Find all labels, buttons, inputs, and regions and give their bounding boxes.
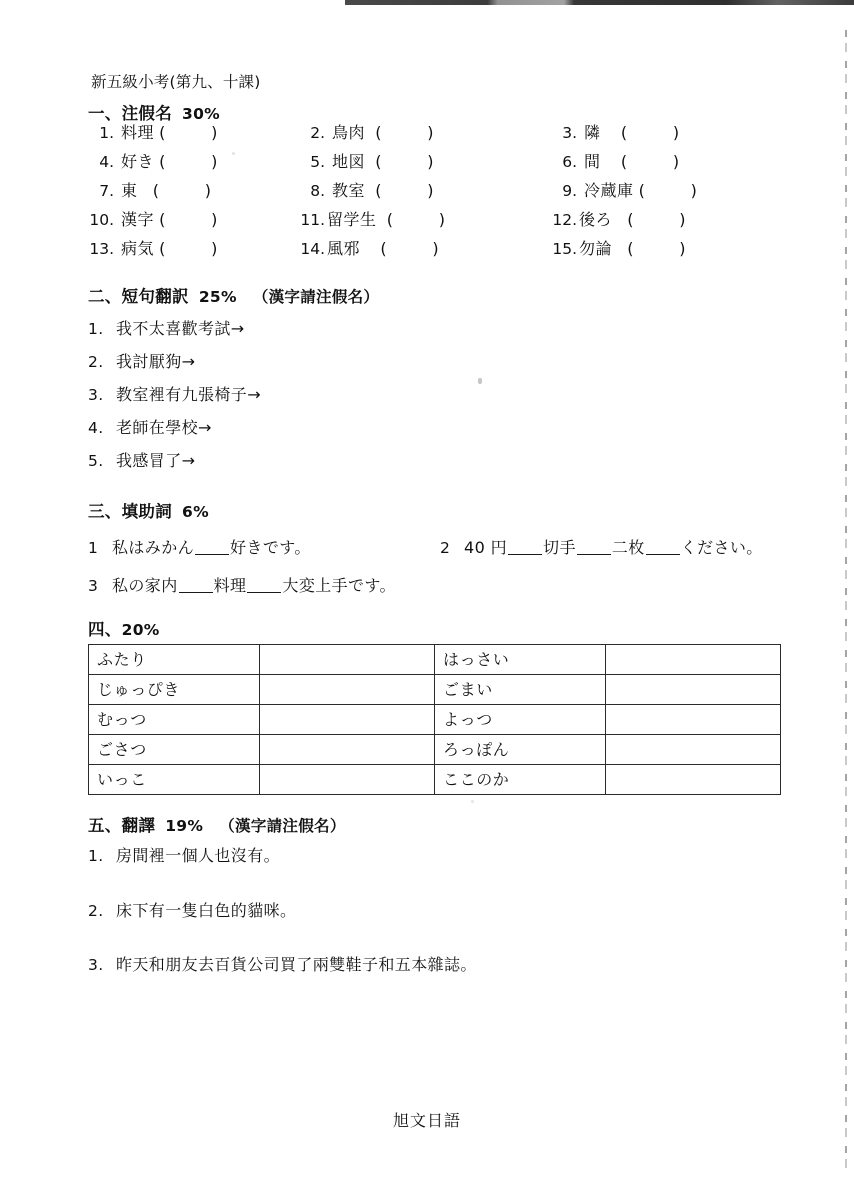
table-cell-answer[interactable]	[260, 735, 435, 765]
section-5-item[interactable]	[88, 898, 296, 921]
item-number: 2	[440, 539, 451, 557]
item-text-part: 私はみかん	[112, 538, 195, 557]
item-word: 間	[584, 152, 601, 171]
section-2-note: （漢字請注假名）	[252, 288, 380, 306]
table-cell-answer[interactable]	[260, 705, 435, 735]
section-2-item[interactable]	[88, 316, 245, 339]
item-text: 老師在學校→	[116, 418, 212, 437]
item-number: 3	[88, 577, 99, 595]
item-text-part: 大変上手です。	[282, 576, 396, 595]
table-row	[89, 705, 781, 735]
section-5-item[interactable]	[88, 952, 477, 975]
section-2-heading	[88, 283, 379, 307]
section-1-item	[551, 149, 679, 172]
item-word: 鳥肉	[332, 123, 366, 142]
item-word: 料理	[121, 123, 155, 142]
page-footer: 旭文日語	[392, 1111, 461, 1130]
item-text-part: 料理	[213, 576, 247, 595]
section-5-item[interactable]	[88, 843, 280, 866]
item-text-part: 好きです。	[230, 538, 311, 557]
item-number: 4.	[88, 419, 104, 437]
scan-speck-artifact	[471, 800, 474, 803]
item-word: 地図	[332, 152, 366, 171]
table-cell-word: ろっぽん	[435, 735, 606, 765]
scan-speck-artifact	[478, 378, 482, 384]
item-text: 教室裡有九張椅子→	[116, 385, 262, 404]
item-text: 我討厭狗→	[116, 352, 196, 371]
item-word: 病気	[121, 239, 155, 258]
item-word: 留学生	[327, 210, 377, 229]
table-row	[89, 675, 781, 705]
section-5-heading-text: 五、翻譯	[88, 816, 156, 835]
table-cell-word: はっさい	[435, 645, 606, 675]
item-word: 後ろ	[579, 210, 613, 229]
item-number: 1.	[88, 320, 104, 338]
table-cell-answer[interactable]	[260, 675, 435, 705]
item-text-part: 私の家内	[112, 576, 178, 595]
answer-blank-underline[interactable]	[508, 554, 542, 555]
item-word: 漢字	[121, 210, 155, 229]
section-1-item	[551, 236, 686, 259]
item-text-part: 切手	[543, 538, 576, 557]
item-number: 1.	[99, 124, 114, 142]
item-text: 我不太喜歡考試→	[116, 319, 245, 338]
item-text-part: ください。	[680, 538, 763, 557]
item-number: 1	[88, 539, 99, 557]
item-number: 15.	[552, 240, 577, 258]
answer-blank-parenthesis[interactable]: ( )	[600, 152, 680, 171]
answer-blank-parenthesis[interactable]: ( )	[376, 210, 445, 229]
section-3-heading-text: 三、填助詞	[88, 502, 172, 521]
item-word: 風邪	[327, 239, 361, 258]
table-cell-word: ここのか	[435, 765, 606, 795]
section-1-item	[88, 236, 217, 259]
answer-blank-parenthesis[interactable]: ( )	[600, 123, 680, 142]
table-cell-answer[interactable]	[260, 645, 435, 675]
section-2-percent: 25%	[198, 288, 237, 306]
item-text: 我感冒了→	[116, 451, 196, 470]
table-row	[89, 645, 781, 675]
item-word: 冷蔵庫	[584, 181, 634, 200]
table-cell-answer[interactable]	[606, 735, 781, 765]
section-1-row	[0, 236, 854, 265]
section-1-heading-text: 一、注假名	[88, 104, 172, 123]
table-cell-word: ふたり	[89, 645, 260, 675]
answer-blank-parenthesis[interactable]: ( )	[365, 181, 434, 200]
section-2-item[interactable]	[88, 382, 261, 405]
item-text-part: 二枚	[611, 538, 645, 557]
item-number: 10.	[89, 211, 114, 229]
answer-blank-parenthesis[interactable]: ( )	[633, 181, 697, 200]
section-1-item	[551, 178, 697, 201]
table-cell-answer[interactable]	[260, 765, 435, 795]
section-5-percent: 19%	[165, 817, 204, 835]
item-word: 好き	[121, 152, 155, 171]
table-cell-word: ごまい	[435, 675, 606, 705]
answer-blank-parenthesis[interactable]: ( )	[154, 123, 218, 142]
table-row	[89, 765, 781, 795]
section-4-heading	[88, 616, 160, 640]
table-row	[89, 735, 781, 765]
section-1-row	[0, 178, 854, 207]
item-text: 昨天和朋友去百貨公司買了兩雙鞋子和五本雜誌。	[116, 955, 477, 974]
item-number: 11.	[300, 211, 325, 229]
scan-edge-artifact-top	[345, 0, 854, 5]
section-3-item	[440, 535, 763, 558]
section-1-items-grid	[0, 120, 854, 265]
table-cell-word: ごさつ	[89, 735, 260, 765]
answer-blank-parenthesis[interactable]: ( )	[154, 239, 218, 258]
item-number: 2.	[310, 124, 325, 142]
section-4-heading-text: 四、	[88, 620, 122, 639]
item-number: 2.	[88, 353, 104, 371]
table-cell-word: じゅっぴき	[89, 675, 260, 705]
item-number: 7.	[99, 182, 114, 200]
section-2-item[interactable]	[88, 448, 195, 471]
item-number: 8.	[310, 182, 325, 200]
answer-blank-underline[interactable]	[646, 554, 680, 555]
section-1-item	[88, 149, 217, 172]
item-number: 5.	[310, 153, 325, 171]
section-1-item	[299, 149, 433, 172]
item-number: 9.	[562, 182, 577, 200]
answer-blank-underline[interactable]	[179, 592, 213, 593]
table-cell-word: いっこ	[89, 765, 260, 795]
section-1-item	[299, 178, 433, 201]
table-cell-answer[interactable]	[606, 645, 781, 675]
answer-blank-parenthesis[interactable]: ( )	[154, 210, 218, 229]
answer-blank-parenthesis[interactable]: ( )	[365, 123, 434, 142]
item-word: 教室	[332, 181, 366, 200]
answer-blank-parenthesis[interactable]: ( )	[365, 152, 434, 171]
section-1-item	[551, 120, 679, 143]
section-1-row	[0, 149, 854, 178]
section-3-heading	[88, 498, 209, 522]
section-1-row	[0, 120, 854, 149]
section-3-item	[88, 573, 396, 596]
item-text: 床下有一隻白色的貓咪。	[116, 901, 297, 920]
item-number: 12.	[552, 211, 577, 229]
page-title: 新五級小考(第九、十課)	[91, 73, 261, 91]
answer-blank-parenthesis[interactable]: ( )	[360, 239, 439, 258]
item-number: 5.	[88, 452, 104, 470]
table-cell-answer[interactable]	[606, 705, 781, 735]
answer-blank-parenthesis[interactable]: ( )	[612, 210, 686, 229]
item-number: 4.	[99, 153, 114, 171]
section-4-percent: 20%	[121, 621, 160, 639]
answer-blank-parenthesis[interactable]: ( )	[612, 239, 686, 258]
section-4-counter-table	[88, 644, 781, 795]
item-number: 6.	[562, 153, 577, 171]
item-text: 房間裡一個人也沒有。	[116, 846, 281, 865]
item-word: 東	[121, 181, 138, 200]
item-number: 3.	[562, 124, 577, 142]
answer-blank-underline[interactable]	[195, 554, 229, 555]
item-number: 2.	[88, 902, 104, 920]
section-1-item	[88, 207, 217, 230]
item-word: 隣	[584, 123, 601, 142]
section-1-percent: 30%	[182, 105, 221, 123]
section-3-item	[88, 535, 311, 558]
section-1-item	[299, 207, 445, 230]
item-word: 勿論	[579, 239, 613, 258]
item-number: 13.	[89, 240, 114, 258]
item-text-part: 40 円	[464, 538, 508, 557]
section-1-item	[299, 236, 439, 259]
section-5-note: （漢字請注假名）	[219, 817, 346, 835]
table-cell-answer[interactable]	[606, 765, 781, 795]
answer-blank-parenthesis[interactable]: ( )	[154, 152, 218, 171]
section-5-heading	[88, 812, 346, 836]
table-cell-word: よっつ	[435, 705, 606, 735]
section-1-item	[88, 178, 211, 201]
section-3-percent: 6%	[182, 503, 209, 521]
answer-blank-parenthesis[interactable]: ( )	[137, 181, 212, 200]
answer-blank-underline[interactable]	[247, 592, 281, 593]
section-1-item	[551, 207, 686, 230]
section-2-item[interactable]	[88, 349, 195, 372]
item-number: 1.	[88, 847, 104, 865]
answer-blank-underline[interactable]	[577, 554, 611, 555]
section-2-heading-text: 二、短句翻訳	[88, 287, 189, 306]
table-cell-answer[interactable]	[606, 675, 781, 705]
item-number: 3.	[88, 956, 104, 974]
section-1-item	[299, 120, 433, 143]
item-number: 14.	[300, 240, 325, 258]
item-number: 3.	[88, 386, 104, 404]
section-1-row	[0, 207, 854, 236]
section-1-item	[88, 120, 217, 143]
table-cell-word: むっつ	[89, 705, 260, 735]
section-2-item[interactable]	[88, 415, 212, 438]
